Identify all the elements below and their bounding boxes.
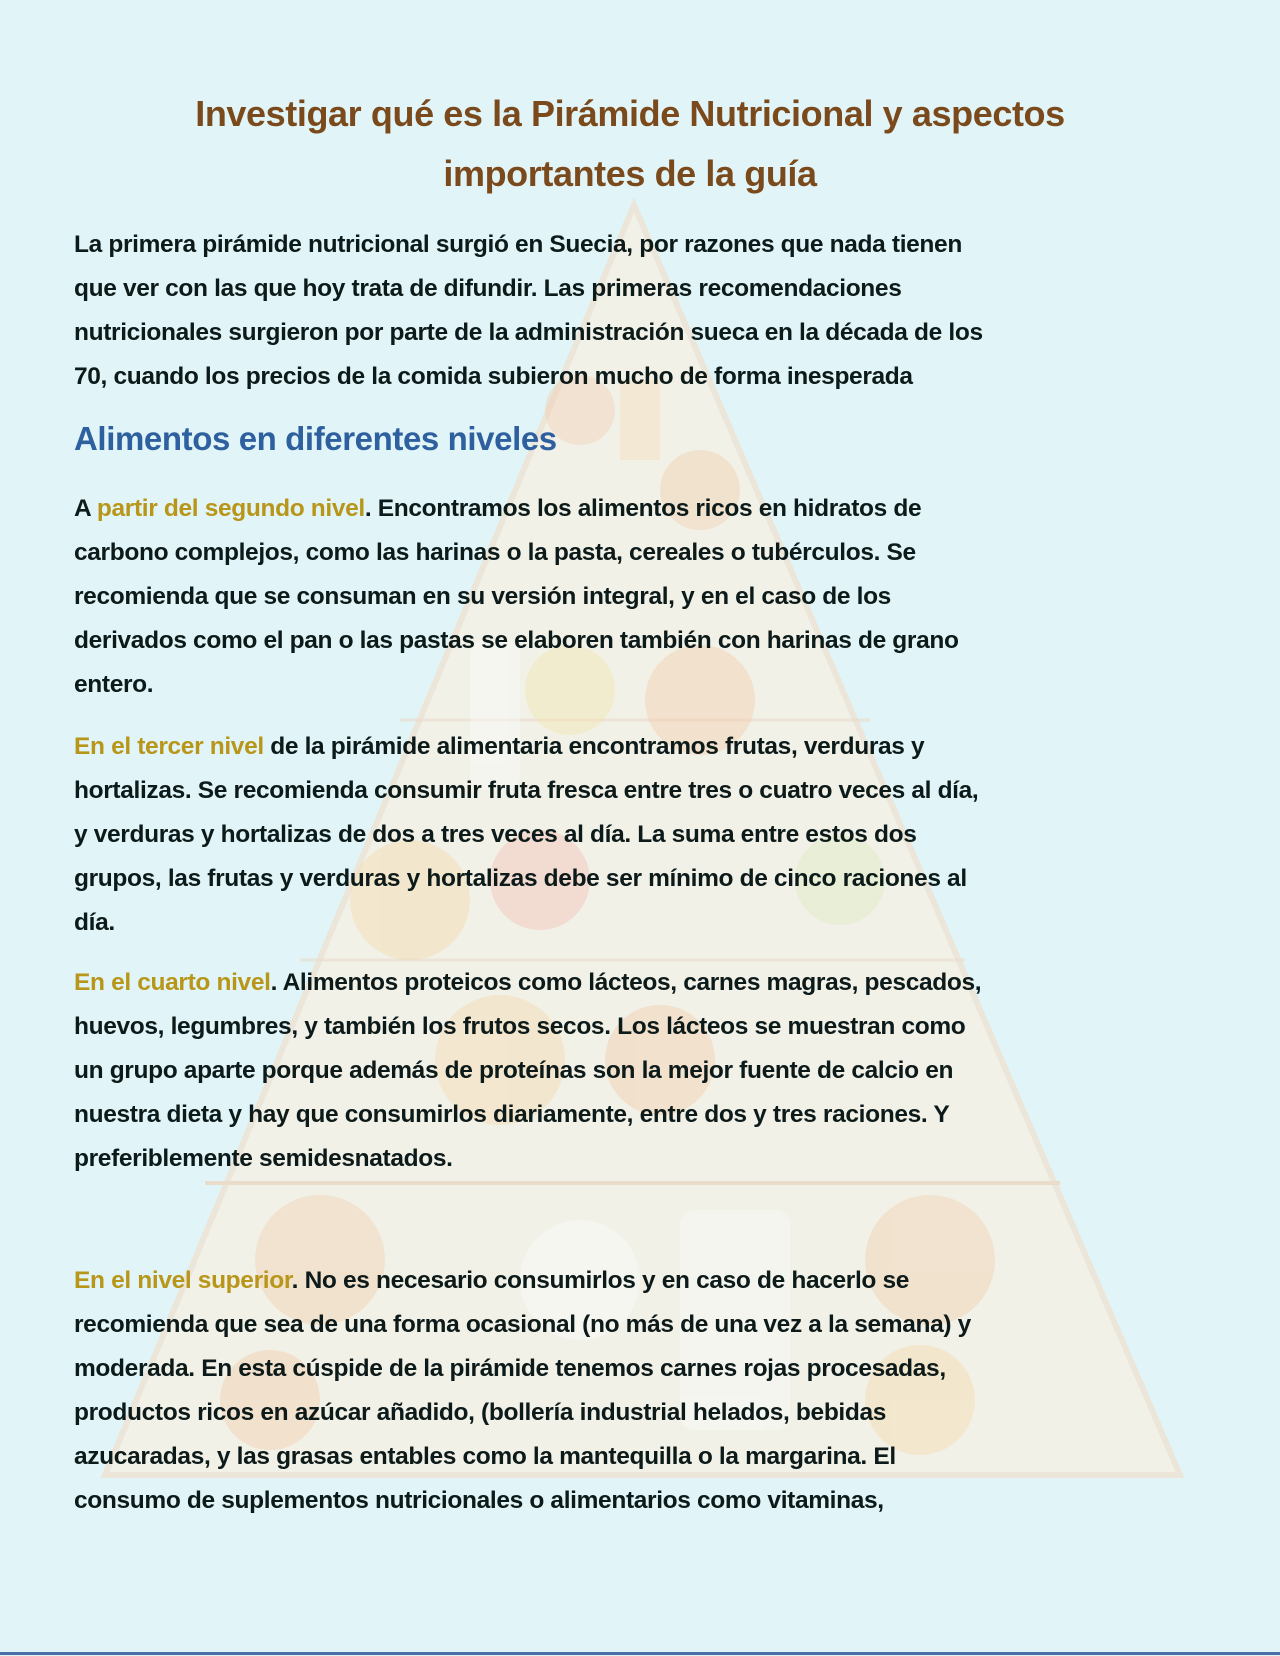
text-line: La primera pirámide nutricional surgió en Suecia, por razones que nada tienen [74,231,962,258]
section-heading: Alimentos en diferentes niveles [74,420,557,457]
text: . Alimentos proteicos como lácteos, carnes magras, pescados, [270,969,982,996]
text-line: recomienda que sea de una forma ocasional (no más de una vez a la semana) y [74,1311,971,1338]
text-line: grupos, las frutas y verduras y hortalizas debe ser mínimo de cinco raciones al [74,865,967,892]
text: . Encontramos los alimentos ricos en hidratos de [364,495,922,522]
text-line: carbono complejos, como las harinas o la pasta, cereales o tubérculos. Se [74,539,916,566]
text-line: moderada. En esta cúspide de la pirámide tenemos carnes rojas procesadas, [74,1355,946,1382]
text-line: que ver con las que hoy trata de difundir. Las primeras recomendaciones [74,275,902,302]
title-line: importantes de la guía [443,153,817,194]
title-line: Investigar qué es la Pirámide Nutricional y aspectos [195,93,1065,134]
text-line: 70, cuando los precios de la comida subieron mucho de forma inesperada [74,363,913,390]
text-line: recomienda que se consuman en su versión integral, y en el caso de los [74,583,891,610]
text-line: productos ricos en azúcar añadido, (bollería industrial helados, bebidas [74,1399,887,1426]
paragraph-third-level [74,725,1204,945]
lead-highlight: En el nivel superior [74,1267,292,1294]
lead-highlight: En el cuarto nivel [74,969,271,996]
page-title [0,84,1260,204]
text-line: huevos, legumbres, y también los frutos secos. Los lácteos se muestran como [74,1013,966,1040]
text-line: preferiblemente semidesnatados. [74,1145,453,1172]
text-line: y verduras y hortalizas de dos a tres veces al día. La suma entre estos dos [74,821,917,848]
paragraph-top-level [74,1259,1204,1523]
text-line: entero. [74,671,154,698]
text-line: consumo de suplementos nutricionales o alimentarios como vitaminas, [74,1487,884,1514]
text-line: nutricionales surgieron por parte de la administración sueca en la década de los [74,319,983,346]
lead-highlight: partir del segundo nivel [96,495,365,522]
prefix: A [74,495,97,522]
text-line: azucaradas, y las grasas entables como la mantequilla o la margarina. El [74,1443,896,1470]
text: de la pirámide alimentaria encontramos frutas, verduras y [263,733,925,760]
paragraph-second-level [74,487,1204,707]
lead-highlight: En el tercer nivel [74,733,264,760]
text-line: nuestra dieta y hay que consumirlos diariamente, entre dos y tres raciones. Y [74,1101,950,1128]
text-line: un grupo aparte porque además de proteínas son la mejor fuente de calcio en [74,1057,954,1084]
text-line: hortalizas. Se recomienda consumir fruta fresca entre tres o cuatro veces al día, [74,777,979,804]
page-bottom-border [0,1652,1280,1655]
text-line: derivados como el pan o las pastas se elaboren también con harinas de grano [74,627,959,654]
paragraph-fourth-level [74,961,1204,1181]
text-line: día. [74,909,115,936]
text: . No es necesario consumirlos y en caso de hacerlo se [291,1267,910,1294]
intro-paragraph [74,223,1204,399]
